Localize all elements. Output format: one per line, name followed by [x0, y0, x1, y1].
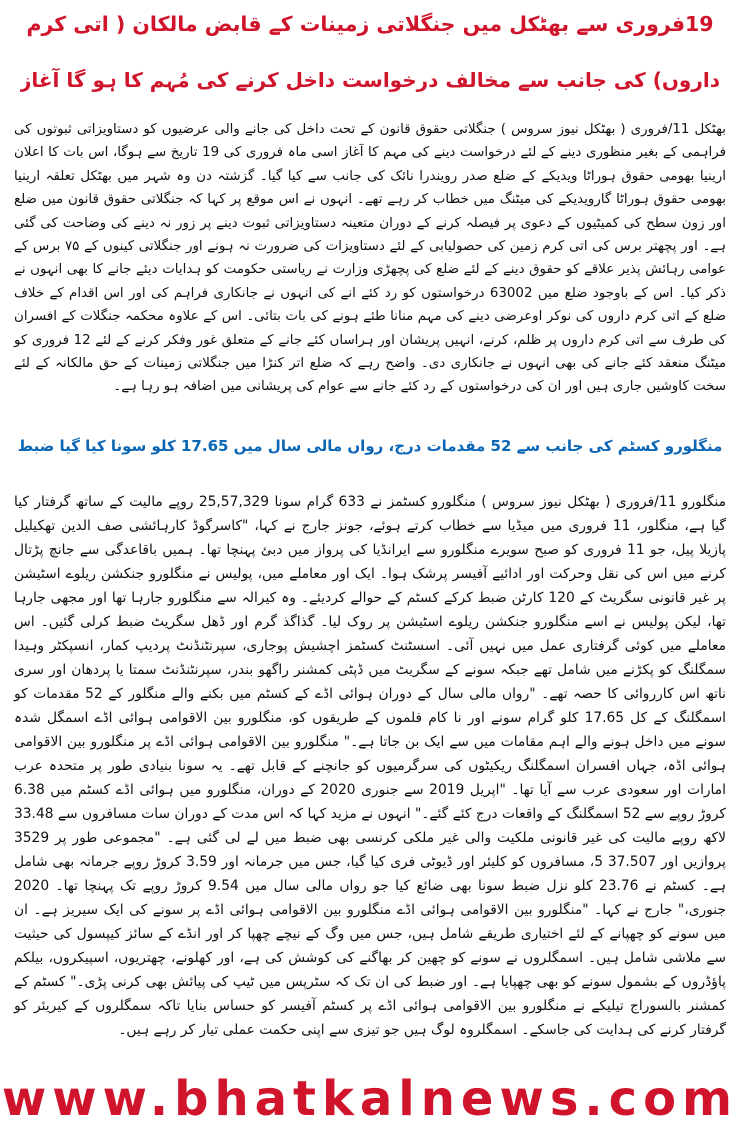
article1-headline-line1: 19فروری سے بھٹکل میں جنگلاتی زمینات کے قابض مالکان ( اتی کرم [26, 12, 714, 36]
article2-body [14, 490, 726, 1042]
article1-paragraph: بھٹکل 11/فروری ( بھٹکل نیوز سروس ) جنگلاتی حقوق قانون کے تحت داخل کی جانے والی عرضیوں کو دستاویزاتی ثبوتوں کی فراہمی کے بغیر منظوری دینے کے لئے درخواست دینے کی مہم کا آغاز اسی ماہ فروری کی 19 تاریخ سے ہوگا، اس بات کا اعلان ارینیا بھومی حقوق ہوراٹا ویدیکے کے ضلع صدر رویندرا نائک کی جانب سے کیا گیا۔ گزشتہ دن وہ شہر میں بھٹکل تعلقہ ارینیا بھومی حقوق ہوراٹا گارویدیکے کی میٹنگ میں خطاب کر رہے تھے۔ انہوں نے اس موقع پر کہا کہ جنگلاتی حقوق قانون میں ضلع اور زون سطح کی کمیٹیوں کے دعوی پر فیصلہ کرنے کے دوران متعینہ دستاویزاتی ثبوت دینے پر زور نہ دینے کی وضاحت کی گئی ہے۔ اور پچھتر برس کی اتی کرم زمین کی حصولیابی کے لئے دستاویزات کی ضرورت نہ ہونے اور جنگلاتی کینوں کے ۷۵ برس کے عوامی رہائش پذیر علاقے کو حقوق دینے کے لئے ضلع کی پچھڑی وزارت نے ریاستی حکومت کو ہدایات دیئے جانے کا بھی انہوں نے ذکر کیا۔ اس کے باوجود ضلع میں 63002 درخواستوں کو رد کئے انے کی انہوں نے جانکاری فراہم کی اور اس اقدام کے خلاف ضلع کے اتی کرم داروں کی نوکر اوعرضی دینے کی مہم منانا طئے ہونے کی بات بتائی۔ اس کے علاوہ محکمہ جنگلات کے افسران کی طرف سے اتی کرم داروں پر ظلم، کرنے، انہیں پریشان اور ہراساں کئے جانے کے متعلق غور وفکر کرنے کے لئے 12 فروری کو میٹنگ منعقد کئے جانے کی بھی انہوں نے جانکاری دی۔ واضح رہے کہ ضلع اتر کنڑا میں جنگلاتی زمینات کے حق مالکانہ کے لئے سخت کاوشیں جاری ہیں اور ان کی درخواستوں کے رد کئے جانے سے عوام کی پریشانی میں اضافہ ہو رہا ہے۔ [14, 122, 727, 395]
article2-headline: منگلورو کسٹم کی جانب سے 52 مقدمات درج، رواں مالی سال میں 17.65 کلو سونا کیا گیا ضبط [17, 437, 723, 455]
article1-headline-line2: داروں) کی جانب سے مخالف درخواست داخل کرنے کی مُہم کا ہو گا آغاز [20, 68, 720, 92]
website-footer[interactable]: www.bhatkalnews.com [1, 1071, 739, 1127]
article1-body [14, 118, 726, 399]
article2-paragraph: منگلورو 11/فروری ( بھٹکل نیوز سروس ) منگلورو کسٹمز نے 633 گرام سونا 25,57,329 روپے مالیت کے ساتھ گرفتار کیا گیا ہے، منگلور، 11 فروری میں میڈیا سے خطاب کرتے ہوئے، جونز جارج نے کہا، "کاسرگوڈ کارہائشی صف الدین تھکیلیل پازیلا پیل، جو 11 فروری کو صبح سویرے منگلورو سے ایرانڈیا کی پرواز میں دبئ پہنچا تھا۔ ہمیں باقاعدگی سے جانچ پڑتال کرنے میں اس کی نقل وحرکت اور ادائیے آفیسر پرشک ہوا۔ ایک اور معاملے میں، پولیس نے منگلورو جنکشن ریلوے اسٹیشن پر غیر قانونی سگریٹ کے 120 کارٹن ضبط کرکے کسٹم کے حوالے کردیئے۔ وہ کیرالہ سے منگلورو جارہا تھا اور مجھی جارہا تھا، لیکن پولیس نے اسے منگلورو جنکشن ریلوے اسٹیشن پر روک لیا۔ گذاگذ گرم اور ڈھل سگریٹ ضبط کرلی گئیں۔ اس معاملے میں کوئی گرفتاری عمل میں نہیں آئی۔ اسسٹنٹ کسٹمز اچشیش پوجاری، سپرنٹنڈنٹ پردیپ کمار، انسپکٹر وہیدا سمگلنگ کو پکڑنے میں شامل تھے جبکہ سونے کے سگریٹ میں ڈپٹی کمشنر راگھو بندر، سپرنٹنڈنٹ سمتا یا پردھان اور سری ناتھ اس کارروائی کا حصہ تھے۔ "رواں مالی سال کے دوران ہوائی اڈے کے کسٹم میں بکنے والے منگلور کے 52 مقدمات کو اسمگلنگ کے کل 17.65 کلو گرام سونے اور نا کام فلموں کے طریقوں کو، منگلورو بین الاقوامی ہوائی اڈے اسمگل شدہ سونے میں داخل ہونے والے اہم مقامات میں سے ایک بن جاتا ہے۔" منگلورو بین الاقوامی ہوائی اڈے پر منگلورو بین الاقوامی ہوائی اڈہ، جہاں افسران اسمگلنگ ریکیٹوں کی سرگرمیوں کو جانچنے کے قابل تھے۔ یہ سونا بنیادی طور پر متحدہ عرب امارات اور سعودی عرب سے آیا تھا۔ "اپریل 2019 سے جنوری 2020 کے دوران، منگلورو میں ہوائی اڈے کسٹم میں 6.38 کروڑ روپے سے 52 اسمگلنگ کے واقعات درج کئے گئے۔" انہوں نے مزید کہا کہ اس مدت کے دوران سات مسافروں سے 33.48 لاکھ روپے مالیت کی غیر قانونی ملکیت والی غیر ملکی کرنسی بھی ضبط میں لے لی گئی ہے۔ "مجموعی طور پر 3529 پروازیں اور 37.507 5، مسافروں کو کلیئر اور ڈیوٹی فری کیا گیا، جس میں جرمانہ اور 3.59 کروڑ روپے جرمانہ بھی شامل ہے۔ کسٹم نے 23.76 کلو نزل ضبط سونا بھی ضائع کیا جو رواں مالی سال میں 9.54 کروڑ روپے تک پہنچا تھا۔ 2020 جنوری،" جارج نے کہا۔ "منگلورو بین الاقوامی ہوائی اڈے منگلورو بین الاقوامی ہوائی اڈے پر سونے کی ایک سیریز ہے۔ ان میں سونے کو چھپانے کے لئے اختیاری طریقے شامل ہیں، جس میں وگ کے نیچے چھپا کر اور انڈے کے سائز کیپسول کی حیثیت سے ملاشی شامل ہیں۔ اسمگلروں نے سونے کو چھین کر بھاگنے کی کوشش کی ہے، اور کھلونے، چھتریوں، اسپیکروں، بیلکم پاؤڈروں کے بشمول سونے کو بھی چھپایا ہے۔ اور ضبط کی ان تک کہ سٹرپس میں ٹیپ کی پیائش بھی کرنی پڑی۔" کسٹم کے کمشنر بالسوراج تیلیکے نے منگلورو بین الاقوامی ہوائی اڈے پر کسٹم آفیسر کو حساس بنایا تاکہ سمگلروں کے کیریئر کو گرفتار کرنے کی ہدایت کی جاسکے۔ اسمگلروہ لوگ ہیں جو تیزی سے اپنی حکمت عملی تیار کر رہے ہیں۔ [14, 494, 727, 1038]
